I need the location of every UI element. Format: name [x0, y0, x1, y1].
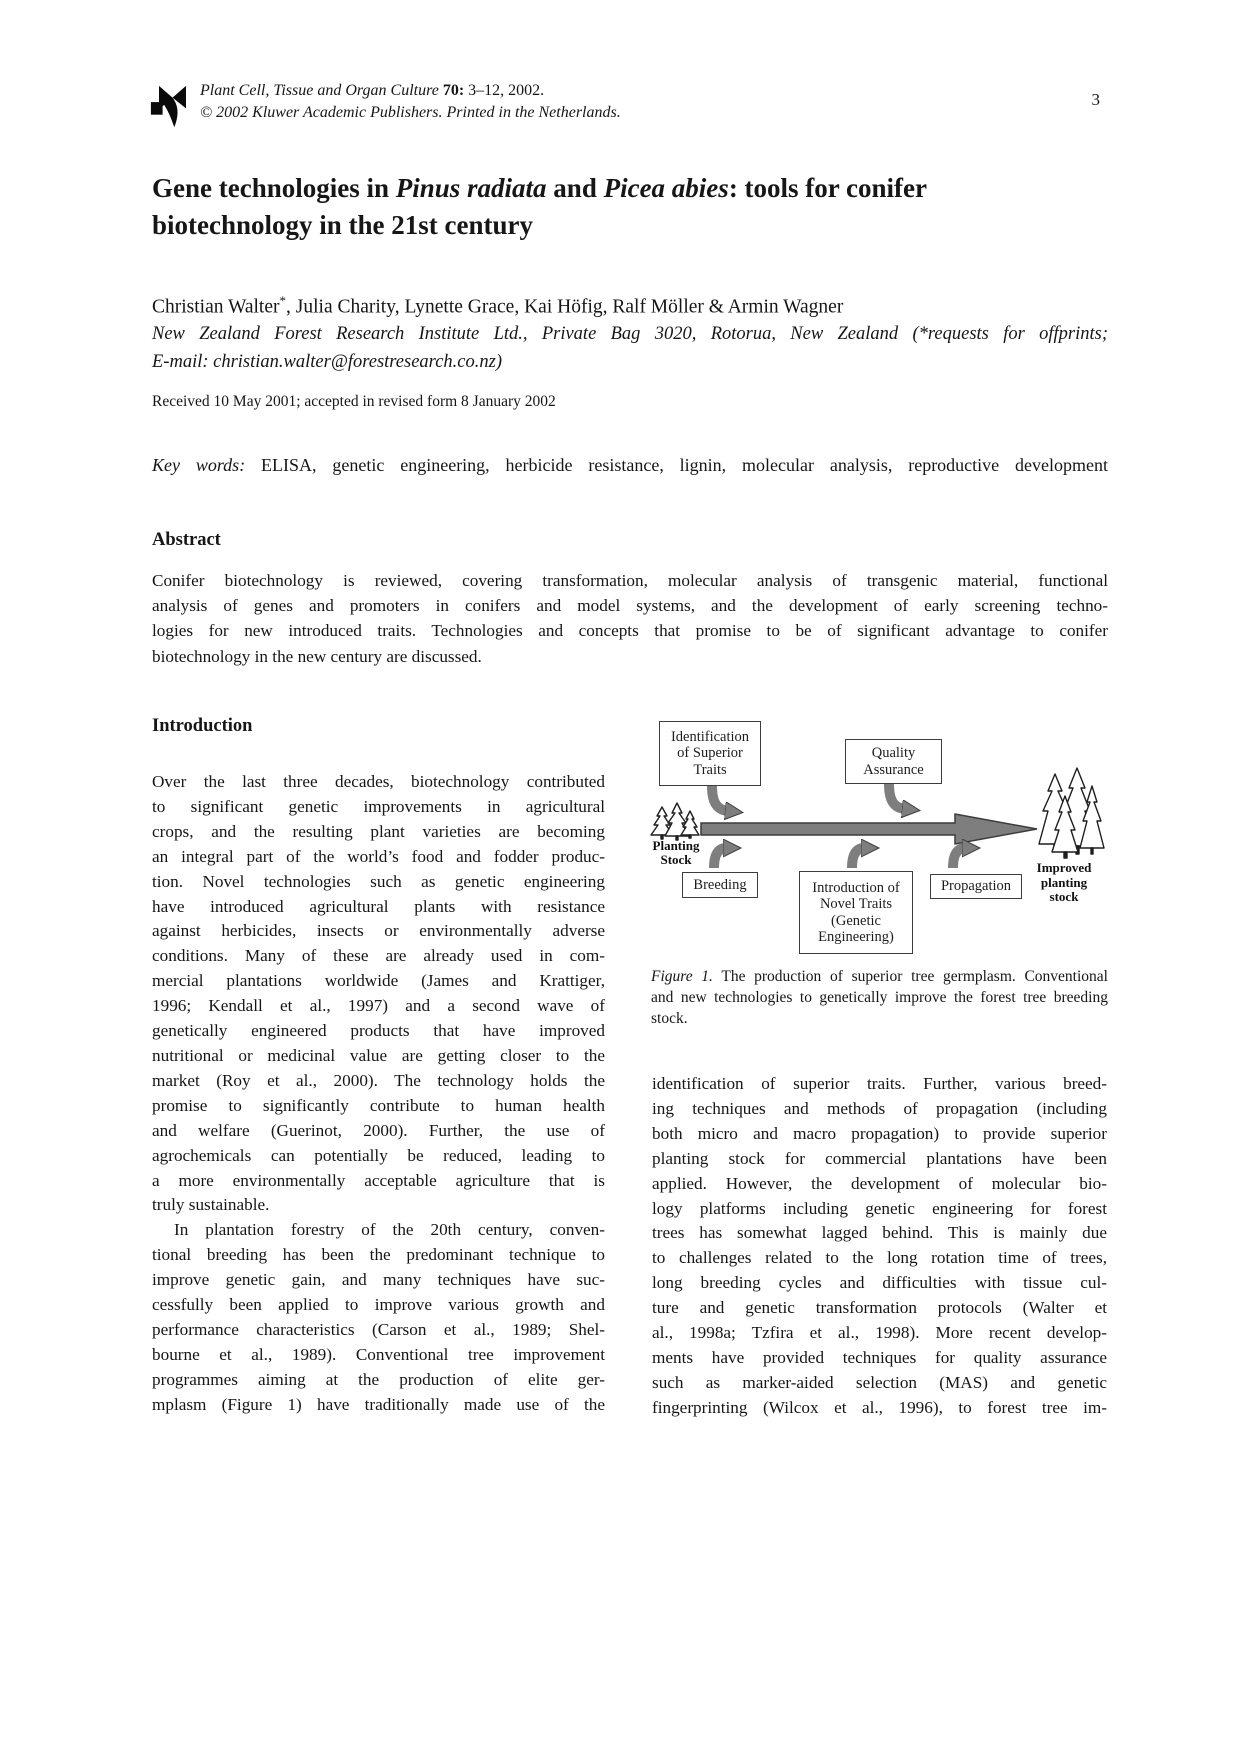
figure-1-caption — [651, 966, 1108, 1029]
planting-stock-trees-icon — [651, 803, 699, 840]
text-line: planting stock for commercial plantations have been — [652, 1148, 1107, 1168]
text-line: genetically engineered products that have improved — [152, 1021, 605, 1041]
text-line: Stock — [660, 852, 692, 867]
journal-title: Plant Cell, Tissue and Organ Culture — [200, 82, 439, 99]
caption-label: Figure 1. — [651, 968, 713, 985]
text-line: have introduced agricultural plants with resistance — [152, 896, 605, 916]
journal-line — [200, 80, 621, 102]
text-line: mercial plantations worldwide (James and Krattiger, — [152, 971, 605, 991]
text-line: ture and genetic transformation protocols (Walter et — [652, 1298, 1107, 1318]
text-line: applied. However, the development of molecular bio- — [652, 1173, 1107, 1193]
text-line: long breeding cycles and difficulties with tissue cul- — [652, 1273, 1107, 1293]
text-line: Engineering) — [818, 929, 894, 945]
caption-line-2: and new technologies to genetically improve the forest tree breeding — [651, 989, 1108, 1006]
abstract-heading: Abstract — [152, 530, 221, 550]
figure-box-propagation — [930, 874, 1022, 899]
species-name: Picea abies — [603, 173, 729, 203]
figure-box-quality-assurance — [845, 739, 942, 784]
text-line: to challenges related to the long rotation time of trees, — [652, 1248, 1107, 1268]
text-line: ments have provided techniques for quality assurance — [652, 1347, 1107, 1367]
text-line: crops, and the resulting plant varieties are becoming — [152, 821, 605, 841]
authors-line: Christian Walter*, Julia Charity, Lynette Grace, Kai Höfig, Ralf Möller & Armin Wagner — [152, 293, 844, 318]
curved-arrow-identification — [712, 786, 728, 811]
journal-pages: 3–12, 2002. — [464, 82, 545, 99]
abstract-text — [152, 568, 1108, 669]
text-line: biotechnology in the new century are discussed. — [152, 646, 482, 666]
introduction-heading: Introduction — [152, 716, 253, 736]
affiliation — [152, 321, 1108, 376]
caption-line-3: stock. — [651, 1010, 688, 1027]
text-line: Identification — [670, 728, 750, 745]
title-line-2: biotechnology in the 21st century — [152, 210, 533, 240]
text-line: conditions. Many of these are already used in com- — [152, 946, 605, 966]
improved-stock-trees-icon — [1039, 768, 1104, 858]
text-line: trees has somewhat lagged behind. This is mainly due — [652, 1223, 1107, 1243]
text-line: of Superior — [677, 745, 743, 762]
copyright-line: © 2002 Kluwer Academic Publishers. Printed in the Netherlands. — [200, 104, 621, 121]
text-line: Improved — [1036, 860, 1092, 875]
received-dates: Received 10 May 2001; accepted in revised form 8 January 2002 — [152, 393, 556, 410]
text-line: both micro and macro propagation) to provide superior — [652, 1123, 1107, 1143]
text-line: promise to significantly contribute to human health — [152, 1095, 605, 1115]
figure-box-identification — [659, 721, 761, 786]
figure-label-improved-stock — [1018, 861, 1110, 905]
text-line: stock — [1049, 889, 1079, 904]
main-timeline-arrow — [701, 814, 1037, 844]
text-line: tion. Novel technologies such as genetic engineering — [152, 871, 605, 891]
text-line: mplasm (Figure 1) have traditionally made use of the — [152, 1394, 605, 1414]
text-line: an integral part of the world’s food and fodder produc- — [152, 846, 605, 866]
page-number: 3 — [1091, 90, 1100, 109]
curved-arrow-breeding — [714, 848, 726, 868]
caption-line-1: Figure 1. The production of superior tree germplasm. Conventional — [651, 968, 1108, 985]
keywords-text: ELISA, genetic engineering, herbicide resistance, lignin, molecular analysis, reproductive development — [245, 455, 1108, 475]
text-line: Traits — [693, 761, 727, 778]
text-line: and welfare (Guerinot, 2000). Further, the use of — [152, 1120, 605, 1140]
offprint-asterisk: * — [279, 293, 287, 308]
body-left-column — [152, 770, 605, 1418]
text-line: al., 1998a; Tzfira et al., 1998). More recent develop- — [652, 1323, 1107, 1343]
journal-header — [200, 80, 621, 124]
journal-volume: 70: — [442, 82, 465, 99]
text-line: nutritional or medicinal value are getting closer to the — [152, 1045, 605, 1065]
keywords-label: Key words: — [152, 455, 246, 475]
text-line: identification of superior traits. Further, various breed- — [652, 1074, 1107, 1093]
text-line: planting — [1040, 874, 1088, 890]
figure-box-novel-traits — [799, 871, 913, 954]
text-line: ing techniques and methods of propagation (including — [652, 1098, 1107, 1118]
figure-label-planting-stock — [648, 839, 704, 867]
text-line: Planting — [652, 838, 700, 853]
text-line: Over the last three decades, biotechnology contributed — [152, 772, 605, 791]
figure-box-breeding — [682, 872, 758, 898]
text-line: logy platforms including genetic engineering for forest — [652, 1198, 1107, 1218]
page-title — [152, 170, 1117, 244]
text-line: 1996; Kendall et al., 1997) and a second wave of — [152, 996, 605, 1016]
text-line: market (Roy et al., 2000). The technology holds the — [152, 1070, 605, 1090]
curved-arrow-propagation — [953, 848, 965, 868]
text-line: a more environmentally acceptable agriculture that is — [152, 1170, 605, 1190]
text-line: programmes aiming at the production of elite ger- — [152, 1369, 605, 1389]
text-line: tional breeding has been the predominant technique to — [152, 1245, 605, 1265]
text-line: performance characteristics (Carson et al., 1989; Shel- — [152, 1319, 605, 1339]
figure-1-diagram — [650, 698, 1108, 958]
species-name: Pinus radiata — [395, 173, 547, 203]
text-line: analysis of genes and promoters in conifers and model systems, and the development of early screening techno- — [152, 596, 1108, 616]
text-line: bourne et al., 1989). Conventional tree improvement — [152, 1344, 605, 1364]
text-line: Assurance — [863, 761, 924, 778]
text-line: Breeding — [693, 876, 747, 893]
text-line: such as marker-aided selection (MAS) and genetic — [652, 1372, 1107, 1392]
text-line: logies for new introduced traits. Technologies and concepts that promise to be of significant advantage to conifer — [152, 621, 1108, 641]
affiliation-line-2: E-mail: christian.walter@forestresearch.co.nz) — [152, 351, 502, 372]
text-line: Conifer biotechnology is reviewed, covering transformation, molecular analysis of transgenic material, functional — [152, 571, 1108, 590]
keywords-line — [152, 455, 1108, 476]
text-line: fingerprinting (Wilcox et al., 1996), to forest tree im- — [652, 1397, 1107, 1417]
text-line: Novel Traits — [819, 896, 893, 912]
affiliation-line-1: New Zealand Forest Research Institute Ltd., Private Bag 3020, Rotorua, New Zealand (*requests for offprints; — [152, 324, 1108, 344]
text-line: cessfully been applied to improve various growth and — [152, 1295, 605, 1315]
text-line: improve genetic gain, and many techniques have suc- — [152, 1270, 605, 1290]
curved-arrow-novel-traits — [852, 848, 864, 868]
text-line: to significant genetic improvements in agricultural — [152, 796, 605, 816]
text-line: against herbicides, insects or environmentally adverse — [152, 921, 605, 941]
text-line: Propagation — [940, 878, 1012, 895]
curved-arrow-quality — [889, 784, 905, 809]
title-line-1: Gene technologies in Pinus radiata and Picea abies: tools for conifer — [152, 173, 928, 203]
text-line: (Genetic — [831, 912, 881, 929]
text-line: agrochemicals can potentially be reduced, leading to — [152, 1145, 605, 1165]
text-line: Introduction of — [812, 879, 900, 896]
kluwer-logo — [150, 84, 186, 131]
text-line: In plantation forestry of the 20th century, conven- — [174, 1220, 605, 1240]
text-line: truly sustainable. — [152, 1195, 270, 1215]
text-line: Quality — [871, 745, 916, 761]
body-right-column — [652, 1072, 1107, 1421]
